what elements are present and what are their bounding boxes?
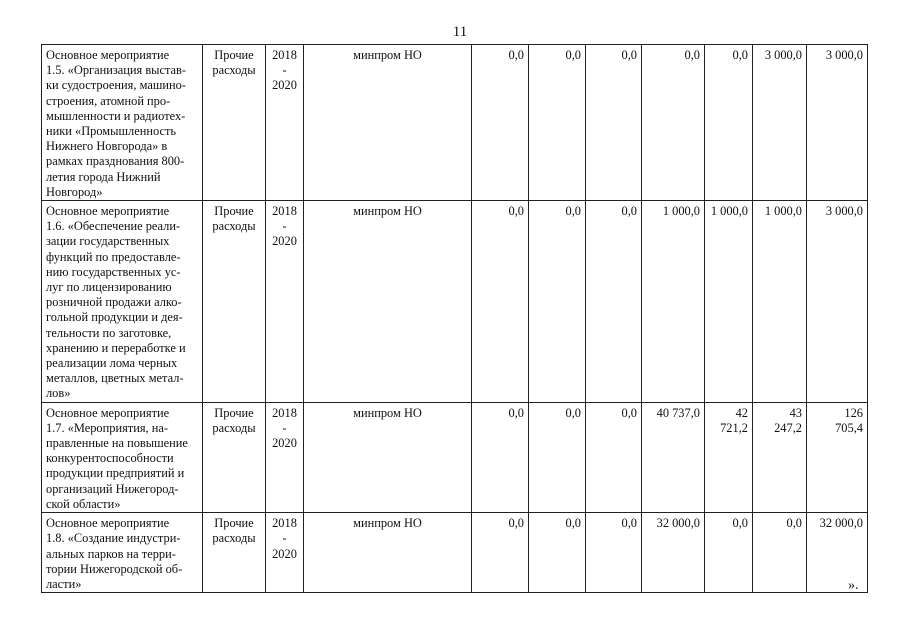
table-row [42, 402, 868, 512]
implementation-period: 2018 - 2020 [266, 45, 304, 201]
value-cell: 3 000,0 [753, 45, 807, 201]
value-cell: 43 247,2 [753, 402, 807, 512]
executor: минпром НО [304, 402, 472, 512]
value-cell: 0,0 [586, 402, 642, 512]
funding-source: Прочие расходы [203, 201, 266, 403]
measure-name: Основное мероприятие 1.6. «Обеспечение реали- зации государственных функций по предоставле- нию государственных ус- луг по лицензированию розничной продажи алко- гольной продукции и дея- тельности по заготовке, хранению и переработке и реализации лома черных металлов, цветных метал- лов» [46, 204, 186, 401]
measure-name: Основное мероприятие 1.7. «Мероприятия, на- правленные на повышение конкурентоспособности продукции предприятий и организаций Нижегород- ской области» [46, 405, 188, 511]
measure-name-cell [42, 513, 203, 593]
value-cell: 0,0 [472, 45, 529, 201]
total-cell: 32 000,0 [807, 513, 868, 593]
value-cell: 1 000,0 [705, 201, 753, 403]
executor: минпром НО [304, 201, 472, 403]
implementation-period: 2018 - 2020 [266, 402, 304, 512]
value-cell: 40 737,0 [642, 402, 705, 512]
value-cell: 0,0 [529, 45, 586, 201]
value-cell: 0,0 [753, 513, 807, 593]
value-cell: 0,0 [529, 513, 586, 593]
table-row [42, 513, 868, 593]
value-cell: 0,0 [472, 201, 529, 403]
page-number: 11 [452, 24, 468, 40]
total-cell: 3 000,0 [807, 201, 868, 403]
value-cell: 0,0 [705, 513, 753, 593]
executor: минпром НО [304, 45, 472, 201]
implementation-period: 2018 - 2020 [266, 513, 304, 593]
table-row [42, 201, 868, 403]
value-cell: 0,0 [472, 513, 529, 593]
total-cell: 3 000,0 [807, 45, 868, 201]
value-cell: 1 000,0 [753, 201, 807, 403]
value-cell: 32 000,0 [642, 513, 705, 593]
value-cell: 0,0 [529, 201, 586, 403]
measure-name-cell [42, 45, 203, 201]
closing-quote-mark: ». [848, 578, 859, 593]
value-cell: 0,0 [642, 45, 705, 201]
funding-source: Прочие расходы [203, 402, 266, 512]
executor: минпром НО [304, 513, 472, 593]
table-row [42, 45, 868, 201]
program-measures-table [41, 44, 868, 593]
value-cell: 0,0 [529, 402, 586, 512]
value-cell: 0,0 [472, 402, 529, 512]
value-cell: 0,0 [705, 45, 753, 201]
funding-source: Прочие расходы [203, 45, 266, 201]
measure-name-cell [42, 402, 203, 512]
total-cell: 126 705,4 [807, 402, 868, 512]
measure-name: Основное мероприятие 1.5. «Организация выстав- ки судостроения, машино- строения, атомной про- мышленности и радиотех- ники «Промышленность Нижнего Новгорода» в рамках празднования 800- летия города Нижний Новгород» [46, 48, 187, 199]
measure-name: Основное мероприятие 1.8. «Создание индустри- альных парков на терри- тории Нижегородской об- ласти» [46, 516, 183, 591]
value-cell: 0,0 [586, 45, 642, 201]
measure-name-cell [42, 201, 203, 403]
implementation-period: 2018 - 2020 [266, 201, 304, 403]
value-cell: 0,0 [586, 513, 642, 593]
value-cell: 0,0 [586, 201, 642, 403]
value-cell: 1 000,0 [642, 201, 705, 403]
funding-source: Прочие расходы [203, 513, 266, 593]
value-cell: 42 721,2 [705, 402, 753, 512]
